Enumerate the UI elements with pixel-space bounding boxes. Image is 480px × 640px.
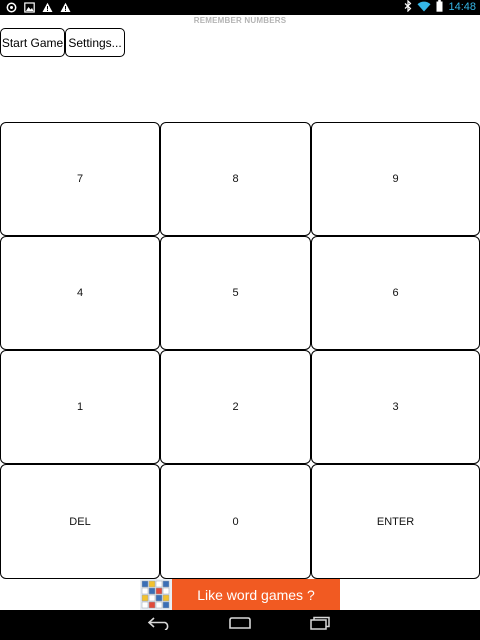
keypad <box>0 122 480 579</box>
image-icon <box>24 2 35 13</box>
word-grid-icon <box>140 579 172 610</box>
recents-icon <box>307 616 333 635</box>
bluetooth-icon <box>404 0 412 17</box>
ad-text: Like word games ? <box>197 586 315 603</box>
key-4[interactable]: 4 <box>0 236 160 350</box>
key-6[interactable]: 6 <box>311 236 480 350</box>
start-game-button[interactable]: Start Game <box>0 28 65 57</box>
app-title: REMEMBER NUMBERS <box>193 16 287 25</box>
system-icons <box>404 1 476 14</box>
recents-button[interactable] <box>306 617 334 634</box>
key-8[interactable]: 8 <box>160 122 311 236</box>
notification-icons <box>6 2 71 13</box>
warning-icon <box>60 2 71 13</box>
settings-button[interactable]: Settings... <box>65 28 125 57</box>
key-9[interactable]: 9 <box>311 122 480 236</box>
key-0[interactable]: 0 <box>160 464 311 579</box>
wifi-icon <box>417 0 431 17</box>
back-button[interactable] <box>146 617 174 634</box>
ad-banner[interactable] <box>140 579 340 610</box>
key-3[interactable]: 3 <box>311 350 480 464</box>
home-button[interactable] <box>226 617 254 634</box>
navigation-bar <box>0 610 480 640</box>
settings-circle-icon <box>6 2 17 13</box>
key-5[interactable]: 5 <box>160 236 311 350</box>
key-7[interactable]: 7 <box>0 122 160 236</box>
status-bar <box>0 0 480 15</box>
back-icon <box>147 616 173 635</box>
warning-icon <box>42 2 53 13</box>
key-2[interactable]: 2 <box>160 350 311 464</box>
key-delete[interactable]: DEL <box>0 464 160 579</box>
key-1[interactable]: 1 <box>0 350 160 464</box>
key-enter[interactable]: ENTER <box>311 464 480 579</box>
clock: 14:48 <box>448 1 476 13</box>
battery-icon <box>436 0 443 17</box>
home-icon <box>227 616 253 635</box>
